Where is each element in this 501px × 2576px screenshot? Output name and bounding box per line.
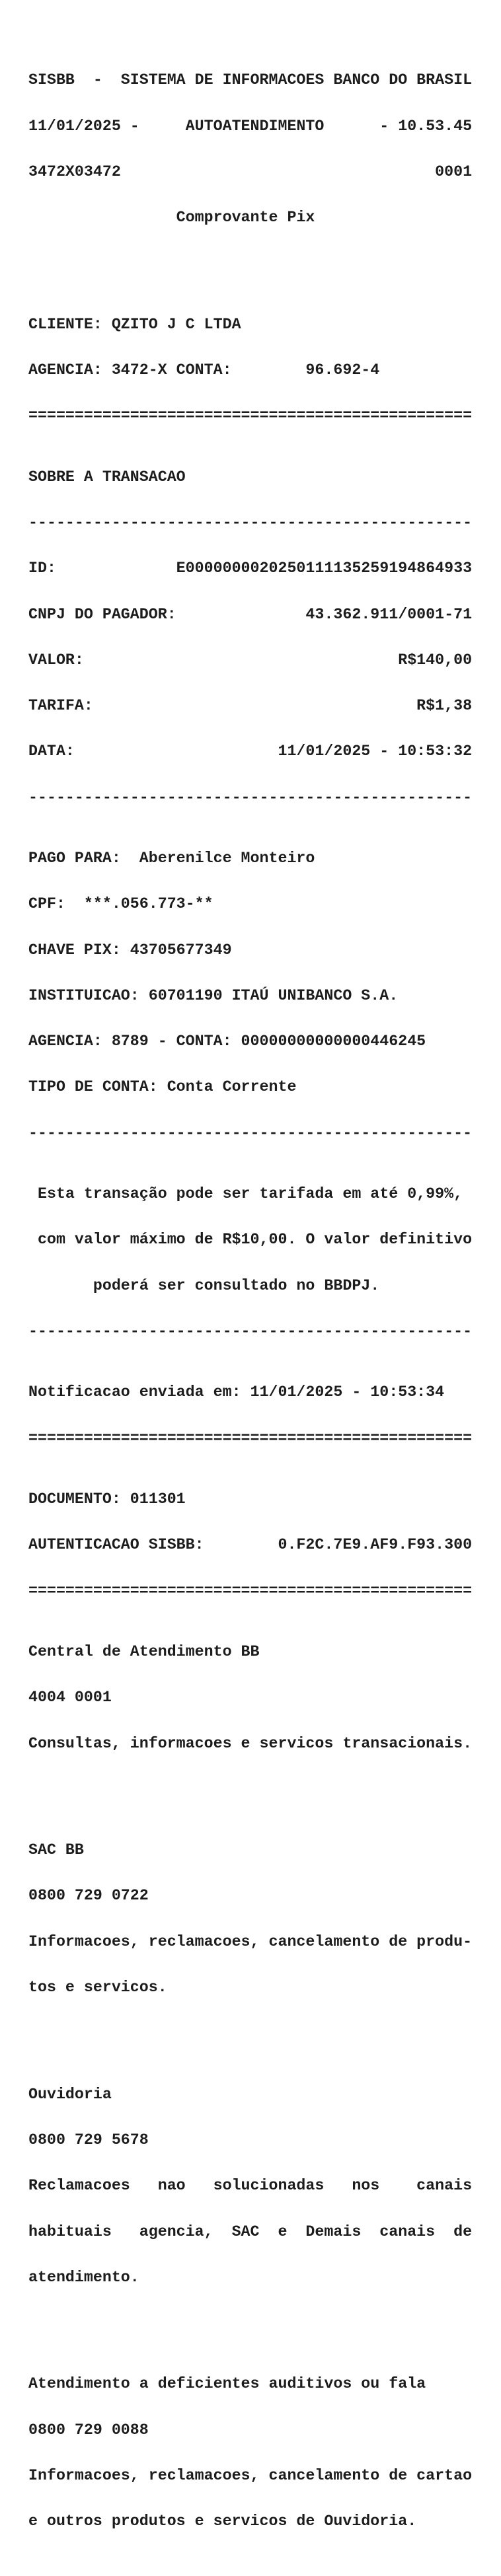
deaf-support-phone: 0800 729 0088 [28,2421,149,2439]
transaction-id-line: ID: E0000000020250111135259194864933 [28,560,473,577]
terminal-line: 3472X03472 0001 [28,163,473,180]
payee-name-line: PAGO PARA: Aberenilce Monteiro [28,850,315,867]
notification-line: Notificacao enviada em: 11/01/2025 - 10:53:34 [28,1383,445,1401]
sac-description-line-1: Informacoes, reclamacoes, cancelamento de produ- [28,1932,473,1950]
sac-description-line-2: tos e servicos. [28,1979,167,1996]
authentication-line: AUTENTICACAO SISBB: 0.F2C.7E9.AF9.F93.300 [28,1536,473,1554]
payer-cnpj-line: CNPJ DO PAGADOR: 43.362.911/0001-71 [28,605,473,623]
client-account-line: AGENCIA: 3472-X CONTA: 96.692-4 [28,361,380,379]
separator-single: ------------------------------------------------ [28,1124,473,1142]
blank-line [28,256,501,271]
ouvidoria-description-line-3: atendimento. [28,2268,139,2286]
institution-line: INSTITUICAO: 60701190 ITAÚ UNIBANCO S.A. [28,986,399,1004]
deaf-support-title: Atendimento a deficientes auditivos ou fala [28,2375,426,2393]
separator-double: ================================================ [28,1429,473,1447]
blank-line [28,1782,501,1797]
section-title-transaction: SOBRE A TRANSACAO [28,468,186,486]
fee-notice-line-2: com valor máximo de R$10,00. O valor definitivo [28,1231,473,1249]
deaf-support-description-line-2: e outros produtos e servicos de Ouvidoria. [28,2513,417,2530]
sac-phone: 0800 729 0722 [28,1887,149,1905]
amount-line: VALOR: R$140,00 [28,651,473,669]
transaction-date-line: DATA: 11/01/2025 - 10:53:32 [28,743,473,760]
ouvidoria-description-line-1: Reclamacoes nao solucionadas nos canais [28,2177,473,2195]
session-datetime-line: 11/01/2025 - AUTOATENDIMENTO - 10.53.45 [28,117,473,135]
separator-double: ================================================ [28,1582,473,1600]
separator-single: ------------------------------------------------ [28,1322,473,1340]
ouvidoria-title: Ouvidoria [28,2085,112,2103]
client-name-line: CLIENTE: QZITO J C LTDA [28,315,241,333]
payee-account-line: AGENCIA: 8789 - CONTA: 00000000000000446245 [28,1033,426,1050]
account-type-line: TIPO DE CONTA: Conta Corrente [28,1078,297,1096]
blank-line [28,2316,501,2331]
support-central-description: Consultas, informacoes e servicos transacionais. [28,1734,473,1752]
document-number-line: DOCUMENTO: 011301 [28,1490,186,1508]
sac-title: SAC BB [28,1841,84,1859]
ouvidoria-description-line-2: habituais agencia, SAC e Demais canais de [28,2223,473,2240]
fee-line: TARIFA: R$1,38 [28,697,473,715]
fee-notice-line-1: Esta transação pode ser tarifada em até 0,99%, [28,1185,463,1203]
payee-cpf-line: CPF: ***.056.773-** [28,895,213,913]
support-central-title: Central de Atendimento BB [28,1642,260,1660]
blank-line [28,2026,501,2041]
fee-notice-line-3: poderá ser consultado no BBDPJ. [28,1276,380,1294]
separator-double: ================================================ [28,407,473,425]
system-header-line: SISBB - SISTEMA DE INFORMACOES BANCO DO BRASIL [28,71,473,89]
separator-single: ------------------------------------------------ [28,514,473,531]
separator-single: ------------------------------------------------ [28,788,473,806]
ouvidoria-phone: 0800 729 5678 [28,2131,149,2149]
receipt-title: Comprovante Pix [28,209,315,227]
support-central-phone: 4004 0001 [28,1689,112,1707]
deaf-support-description-line-1: Informacoes, reclamacoes, cancelamento de cartao [28,2467,473,2484]
pix-key-line: CHAVE PIX: 43705677349 [28,941,232,959]
